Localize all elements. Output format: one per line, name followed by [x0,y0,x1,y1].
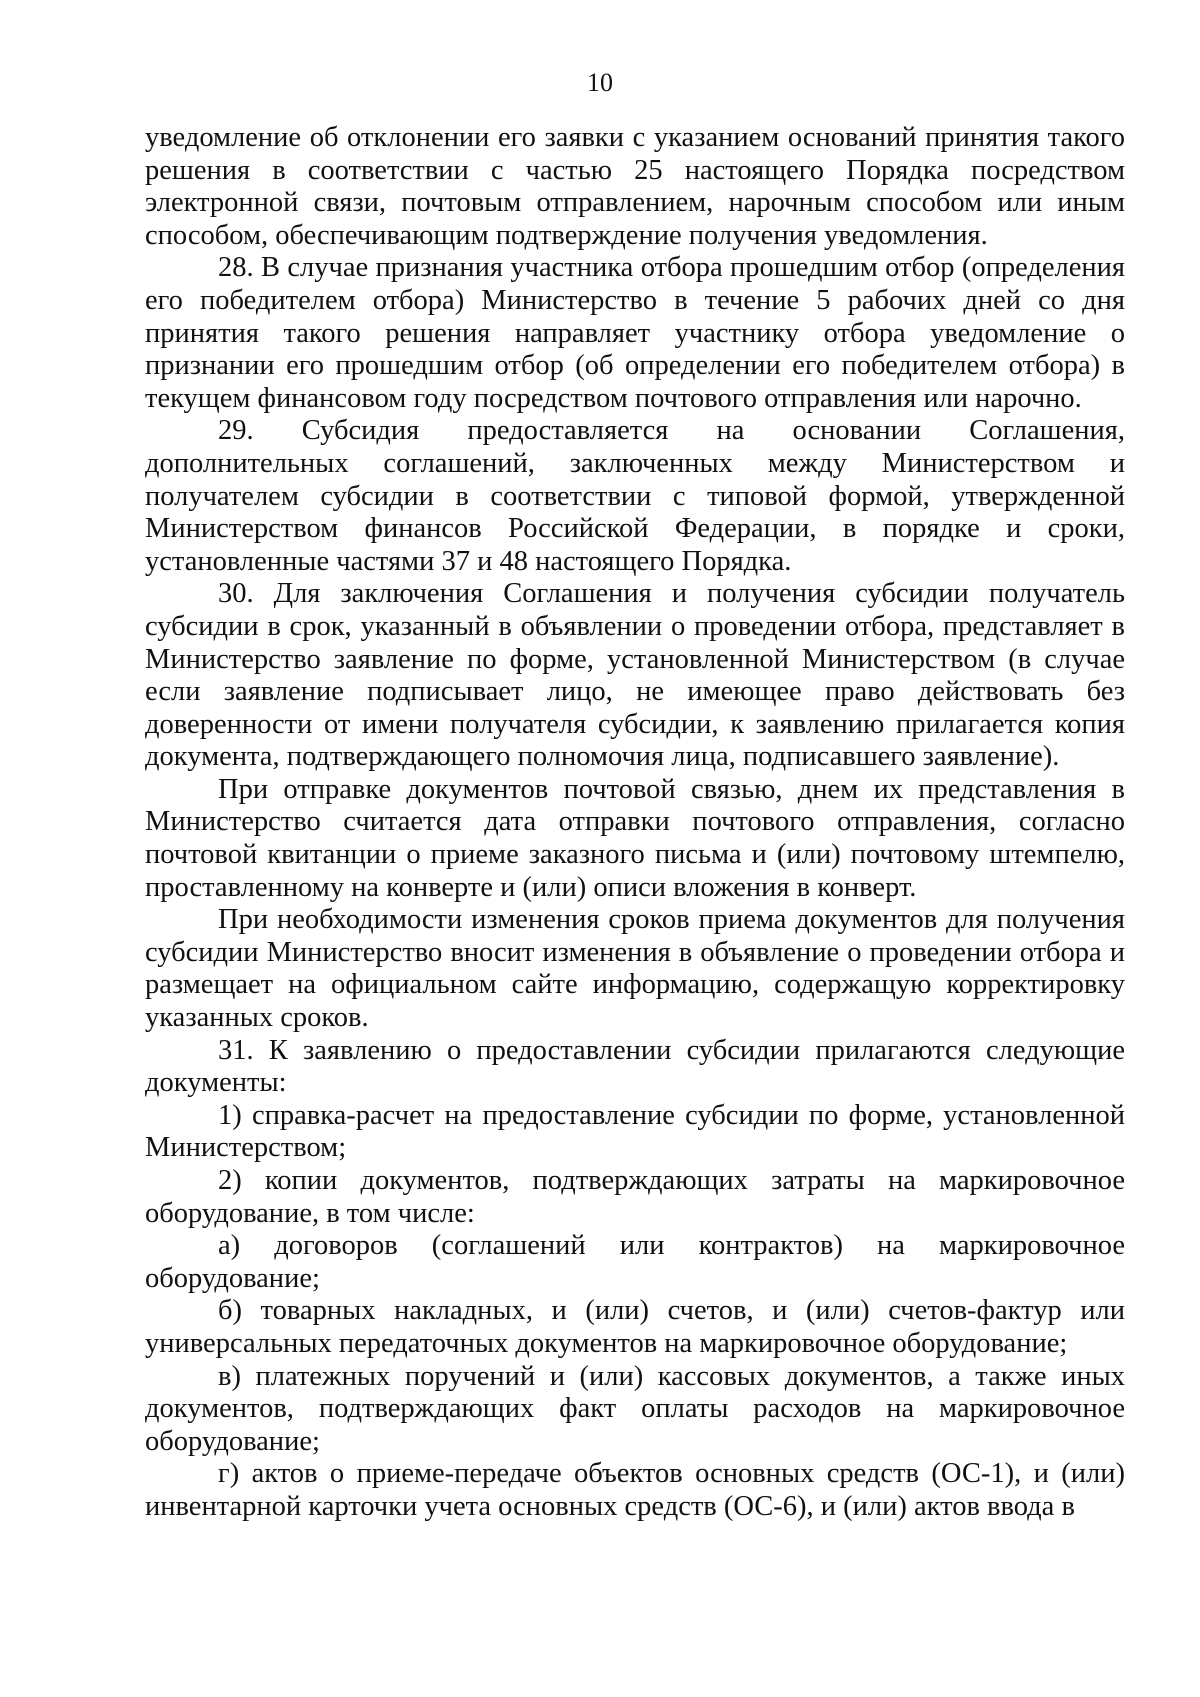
paragraph-28: 28. В случае признания участника отбора прошедшим отбор (определения его победителем отбора) Министерство в течение 5 рабочих дней со дня принятия такого решения направляет участнику отбора уведомление о признании его прошедшим отбор (об определении его победителем отбора) в текущем финансовом году посредством почтового отправления или нарочно. [145,252,1125,414]
page-number: 10 [587,68,613,97]
paragraph-continuation: уведомление об отклонении его заявки с указанием оснований принятия такого решения в соответствии с частью 25 настоящего Порядка посредством электронной связи, почтовым отправлением, нарочным способом или иным способом, обеспечивающим подтверждение получения уведомления. [145,122,1125,251]
paragraph-30: 30. Для заключения Соглашения и получения субсидии получатель субсидии в срок, указанный в объявлении о проведении отбора, представляет в Министерство заявление по форме, установленной Министерством (в случае если заявление подписывает лицо, не имеющее право действовать без доверенности от имени получателя субсидии, к заявлению прилагается копия документа, подтверждающего полномочия лица, подписавшего заявление). [145,578,1125,773]
paragraph-postal-submission: При отправке документов почтовой связью, днем их представления в Министерство считается дата отправки почтового отправления, согласно почтовой квитанции о приеме заказного письма и (или) почтовому штемпелю, проставленному на конверте и (или) описи вложения в конверт. [145,773,1125,903]
paragraph-31: 31. К заявлению о предоставлении субсидии прилагаются следующие документы: [145,1034,1125,1099]
document-body [145,122,1125,1524]
list-item-1: 1) справка-расчет на предоставление субсидии по форме, установленной Министерством; [145,1099,1125,1164]
list-item-2: 2) копии документов, подтверждающих затраты на маркировочное оборудование, в том числе: [145,1165,1125,1229]
list-item-a: а) договоров (соглашений или контрактов) на маркировочное оборудование; [145,1230,1125,1294]
list-item-g: г) актов о приеме-передаче объектов основных средств (ОС-1), и (или) инвентарной карточки учета основных средств (ОС-6), и (или) актов ввода в [145,1458,1125,1522]
list-item-b: б) товарных накладных, и (или) счетов, и (или) счетов-фактур или универсальных передаточных документов на маркировочное оборудование; [145,1295,1125,1359]
paragraph-deadline-change: При необходимости изменения сроков приема документов для получения субсидии Министерство вносит изменения в объявление о проведении отбора и размещает на официальном сайте информацию, содержащую корректировку указанных сроков. [145,904,1125,1034]
list-item-v: в) платежных поручений и (или) кассовых документов, а также иных документов, подтверждающих факт оплаты расходов на маркировочное оборудование; [145,1360,1125,1457]
paragraph-29: 29. Субсидия предоставляется на основании Соглашения, дополнительных соглашений, заключенных между Министерством и получателем субсидии в соответствии с типовой формой, утвержденной Министерством финансов Российской Федерации, в порядке и сроки, установленные частями 37 и 48 настоящего Порядка. [145,415,1125,577]
